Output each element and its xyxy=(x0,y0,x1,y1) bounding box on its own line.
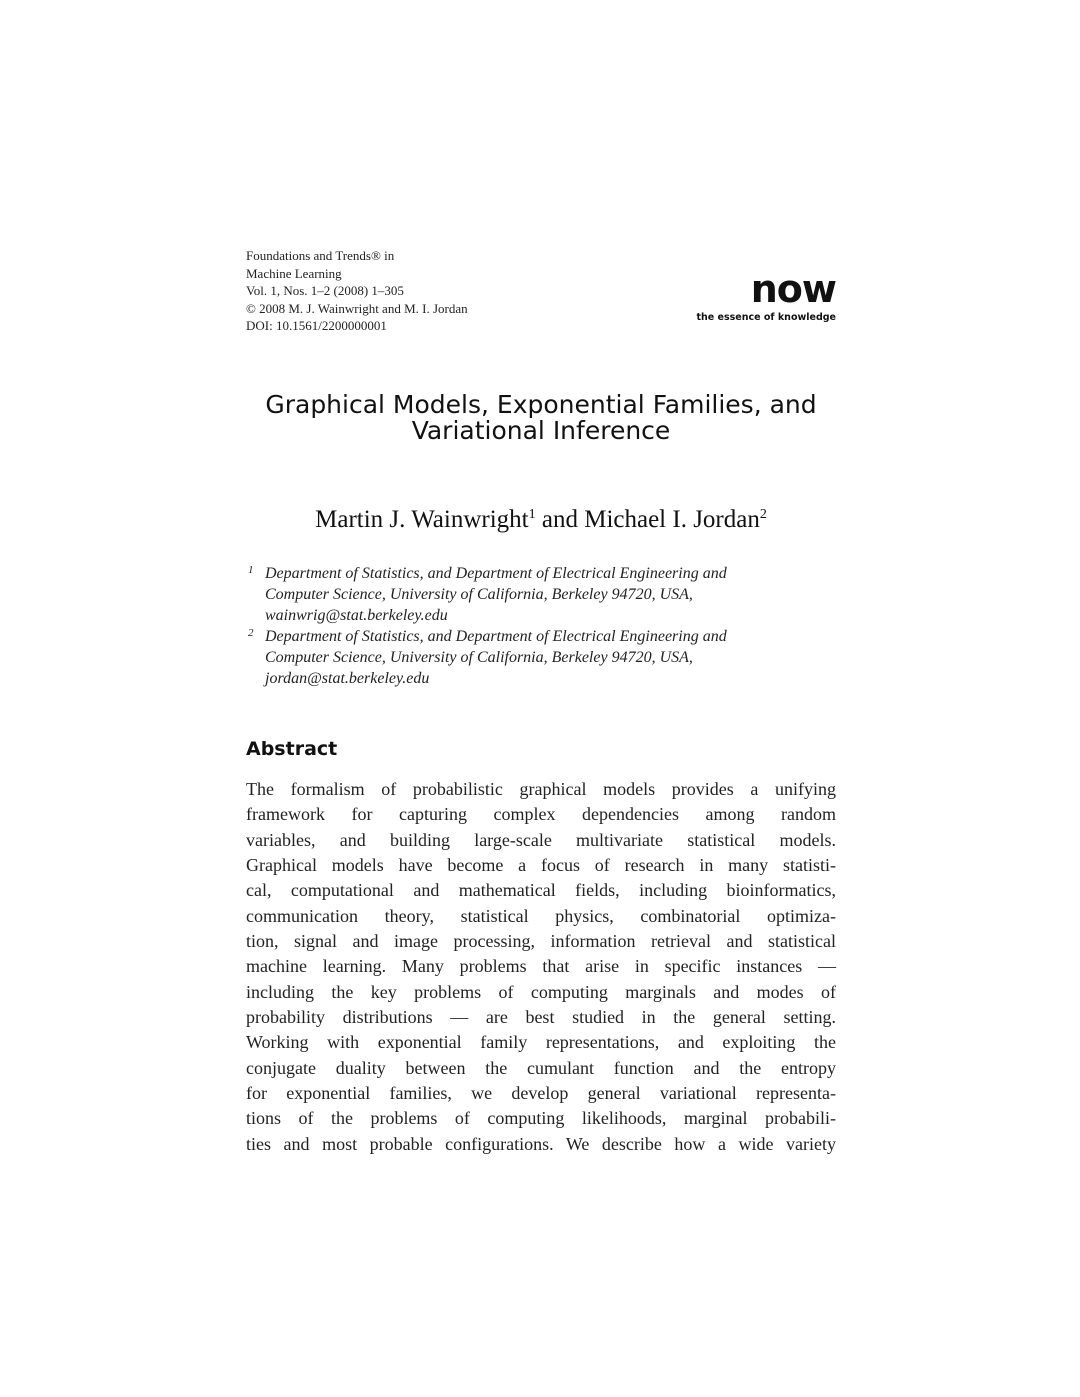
abstract-line: conjugate duality between the cumulant function and the entropy xyxy=(246,1057,836,1078)
affiliation-1 xyxy=(246,563,836,626)
abstract-heading: Abstract xyxy=(246,738,338,760)
affiliation-email: wainwrig@stat.berkeley.edu xyxy=(265,607,448,624)
abstract-line: tion, signal and image processing, information retrieval and statistical xyxy=(246,931,836,952)
abstract-body xyxy=(246,777,836,1157)
abstract-line: including the key problems of computing marginals and modes of xyxy=(246,981,836,1002)
affiliation-line: Department of Statistics, and Department of Electrical Engineering and xyxy=(265,628,727,645)
journal-doi: DOI: 10.1561/2200000001 xyxy=(246,318,387,333)
abstract-line: Graphical models have become a focus of research in many statisti- xyxy=(246,855,836,876)
affiliation-2 xyxy=(246,626,836,689)
abstract-line: tions of the problems of computing likelihoods, marginal probabili- xyxy=(246,1108,836,1129)
author-1-affiliation-mark: 1 xyxy=(528,507,536,522)
affiliation-number: 1 xyxy=(248,564,254,576)
journal-series: Foundations and Trends® in xyxy=(246,248,395,263)
journal-name: Machine Learning xyxy=(246,265,342,281)
affiliation-email: jordan@stat.berkeley.edu xyxy=(265,670,430,687)
author-list xyxy=(200,500,882,535)
affiliation-number: 2 xyxy=(248,627,254,639)
logo-wordmark: now xyxy=(750,267,836,311)
journal-volume: Vol. 1, Nos. 1–2 (2008) 1–305 xyxy=(246,283,404,298)
affiliation-line: Computer Science, University of California, Berkeley 94720, USA, xyxy=(265,586,693,603)
publisher-logo xyxy=(690,267,836,324)
abstract-line: communication theory, statistical physics, combinatorial optimiza- xyxy=(246,905,836,926)
author-wainwright: Martin J. Wainwright xyxy=(315,506,529,533)
affiliations xyxy=(246,563,836,689)
abstract-line: The formalism of probabilistic graphical models provides a unifying xyxy=(246,779,836,799)
abstract-line: for exponential families, we develop general variational representa- xyxy=(246,1083,836,1104)
abstract-line: framework for capturing complex dependencies among random xyxy=(246,804,836,825)
logo-tagline: the essence of knowledge xyxy=(696,312,836,323)
paper-title xyxy=(200,392,882,444)
author-2-affiliation-mark: 2 xyxy=(759,507,767,522)
affiliation-line: Department of Statistics, and Department of Electrical Engineering and xyxy=(265,565,727,582)
author-jordan: Michael I. Jordan xyxy=(584,506,760,533)
title-line-2: Variational Inference xyxy=(411,416,671,445)
abstract-line: probability distributions — are best studied in the general setting. xyxy=(246,1007,836,1028)
abstract-line: Working with exponential family representations, and exploiting the xyxy=(246,1032,836,1053)
abstract-line: variables, and building large-scale multivariate statistical models. xyxy=(246,829,836,850)
abstract-line: machine learning. Many problems that arise in specific instances — xyxy=(246,956,836,977)
journal-info xyxy=(246,247,468,335)
abstract-line: ties and most probable configurations. We describe how a wide variety xyxy=(246,1133,836,1154)
affiliation-line: Computer Science, University of California, Berkeley 94720, USA, xyxy=(265,649,693,666)
journal-copyright: © 2008 M. J. Wainwright and M. I. Jordan xyxy=(246,300,468,316)
title-line-1: Graphical Models, Exponential Families, and xyxy=(265,390,817,419)
abstract-line: cal, computational and mathematical fields, including bioinformatics, xyxy=(246,880,836,901)
author-conjunction: and xyxy=(535,506,585,533)
